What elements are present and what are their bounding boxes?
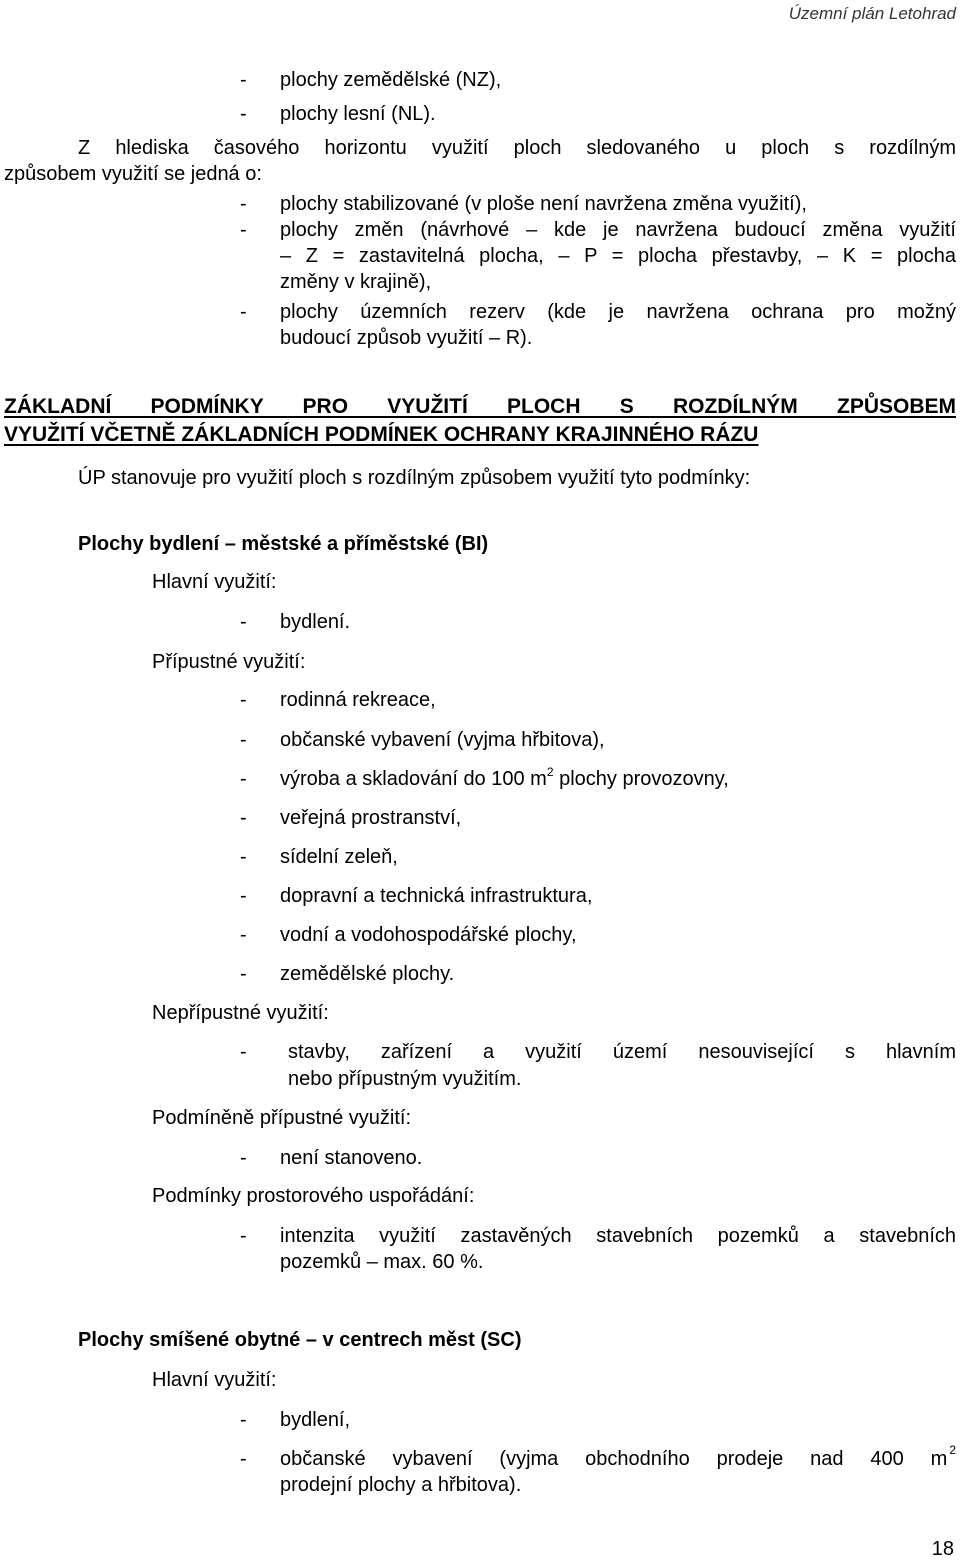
list-item: plochy zemědělské (NZ), (280, 69, 502, 91)
superscript: 2 (546, 765, 554, 779)
intro-sentence: ÚP stanovuje pro využití ploch s rozdílným způsobem využití tyto podmínky: (78, 467, 751, 489)
field-label: Hlavní využití: (152, 571, 277, 593)
paragraph-line: způsobem využití se jedná o: (4, 163, 262, 185)
list-bullet: - (240, 1448, 247, 1470)
list-item-text: plochy provozovny, (553, 768, 729, 790)
list-bullet: - (240, 1409, 247, 1431)
list-bullet: - (240, 611, 247, 633)
list-bullet: - (240, 1147, 247, 1169)
list-item: rodinná rekreace, (280, 689, 436, 711)
section-heading: VYUŽITÍ VČETNĚ ZÁKLADNÍCH PODMÍNEK OCHRANY KRAJINNÉHO RÁZU (4, 423, 759, 446)
list-item (280, 1443, 956, 1471)
list-item: plochy územních rezerv (kde je navržena ochrana pro možný (280, 301, 956, 323)
list-item: občanské vybavení (vyjma hřbitova), (280, 729, 605, 751)
list-bullet: - (240, 193, 247, 215)
list-item-text: občanské vybavení (vyjma obchodního prodeje nad 400 m (280, 1448, 948, 1470)
list-item: intenzita využití zastavěných stavebních pozemků a stavebních (280, 1225, 956, 1247)
list-bullet: - (240, 846, 247, 868)
list-item-continuation: – Z = zastavitelná plocha, – P = plocha přestavby, – K = plocha (280, 245, 956, 267)
list-item-continuation: budoucí způsob využití – R). (280, 327, 533, 349)
paragraph-line: Z hlediska časového horizontu využití ploch sledovaného u ploch s rozdílným (78, 137, 956, 159)
list-bullet: - (240, 768, 247, 790)
list-bullet: - (240, 885, 247, 907)
list-item: plochy lesní (NL). (280, 103, 436, 125)
list-bullet: - (240, 301, 247, 323)
list-item (280, 767, 729, 793)
list-item: není stanoveno. (280, 1147, 423, 1169)
list-bullet: - (240, 69, 247, 91)
list-bullet: - (240, 689, 247, 711)
list-item: sídelní zeleň, (280, 846, 398, 868)
field-label: Nepřípustné využití: (152, 1002, 329, 1024)
list-item: veřejná prostranství, (280, 807, 462, 829)
field-label: Přípustné využití: (152, 651, 306, 673)
list-bullet: - (240, 729, 247, 751)
list-item: plochy stabilizované (v ploše není navržena změna využití), (280, 193, 807, 215)
list-item: bydlení, (280, 1409, 351, 1431)
field-label: Podmínky prostorového uspořádání: (152, 1185, 475, 1207)
list-bullet: - (240, 219, 247, 241)
field-label: Podmíněně přípustné využití: (152, 1107, 412, 1129)
list-item-continuation: prodejní plochy a hřbitova). (280, 1474, 522, 1496)
subsection-title: Plochy smíšené obytné – v centrech měst (SC) (78, 1329, 522, 1351)
list-item-continuation: změny v krajině), (280, 271, 432, 293)
list-item-continuation: pozemků – max. 60 %. (280, 1251, 484, 1273)
list-item: plochy změn (návrhové – kde je navržena budoucí změna využití (280, 219, 956, 241)
list-item-continuation: nebo přípustným využitím. (288, 1068, 522, 1090)
section-heading: ZÁKLADNÍ PODMÍNKY PRO VYUŽITÍ PLOCH S ROZDÍLNÝM ZPŮSOBEM (4, 395, 956, 418)
list-item-text: výroba a skladování do 100 m (280, 768, 547, 790)
field-label: Hlavní využití: (152, 1369, 277, 1391)
list-bullet: - (240, 924, 247, 946)
list-bullet: - (240, 963, 247, 985)
list-bullet: - (240, 1041, 247, 1063)
list-bullet: - (240, 1225, 247, 1247)
list-bullet: - (240, 807, 247, 829)
list-item: stavby, zařízení a využití území nesouvisející s hlavním (288, 1041, 956, 1063)
page-header: Územní plán Letohrad (788, 4, 956, 23)
list-item: vodní a vodohospodářské plochy, (280, 924, 577, 946)
subsection-title: Plochy bydlení – městské a příměstské (BI) (78, 533, 489, 555)
list-item: zemědělské plochy. (280, 963, 455, 985)
page-number: 18 (931, 1538, 954, 1560)
superscript: 2 (949, 1443, 956, 1457)
list-item: dopravní a technická infrastruktura, (280, 885, 593, 907)
list-bullet: - (240, 103, 247, 125)
list-item: bydlení. (280, 611, 351, 633)
